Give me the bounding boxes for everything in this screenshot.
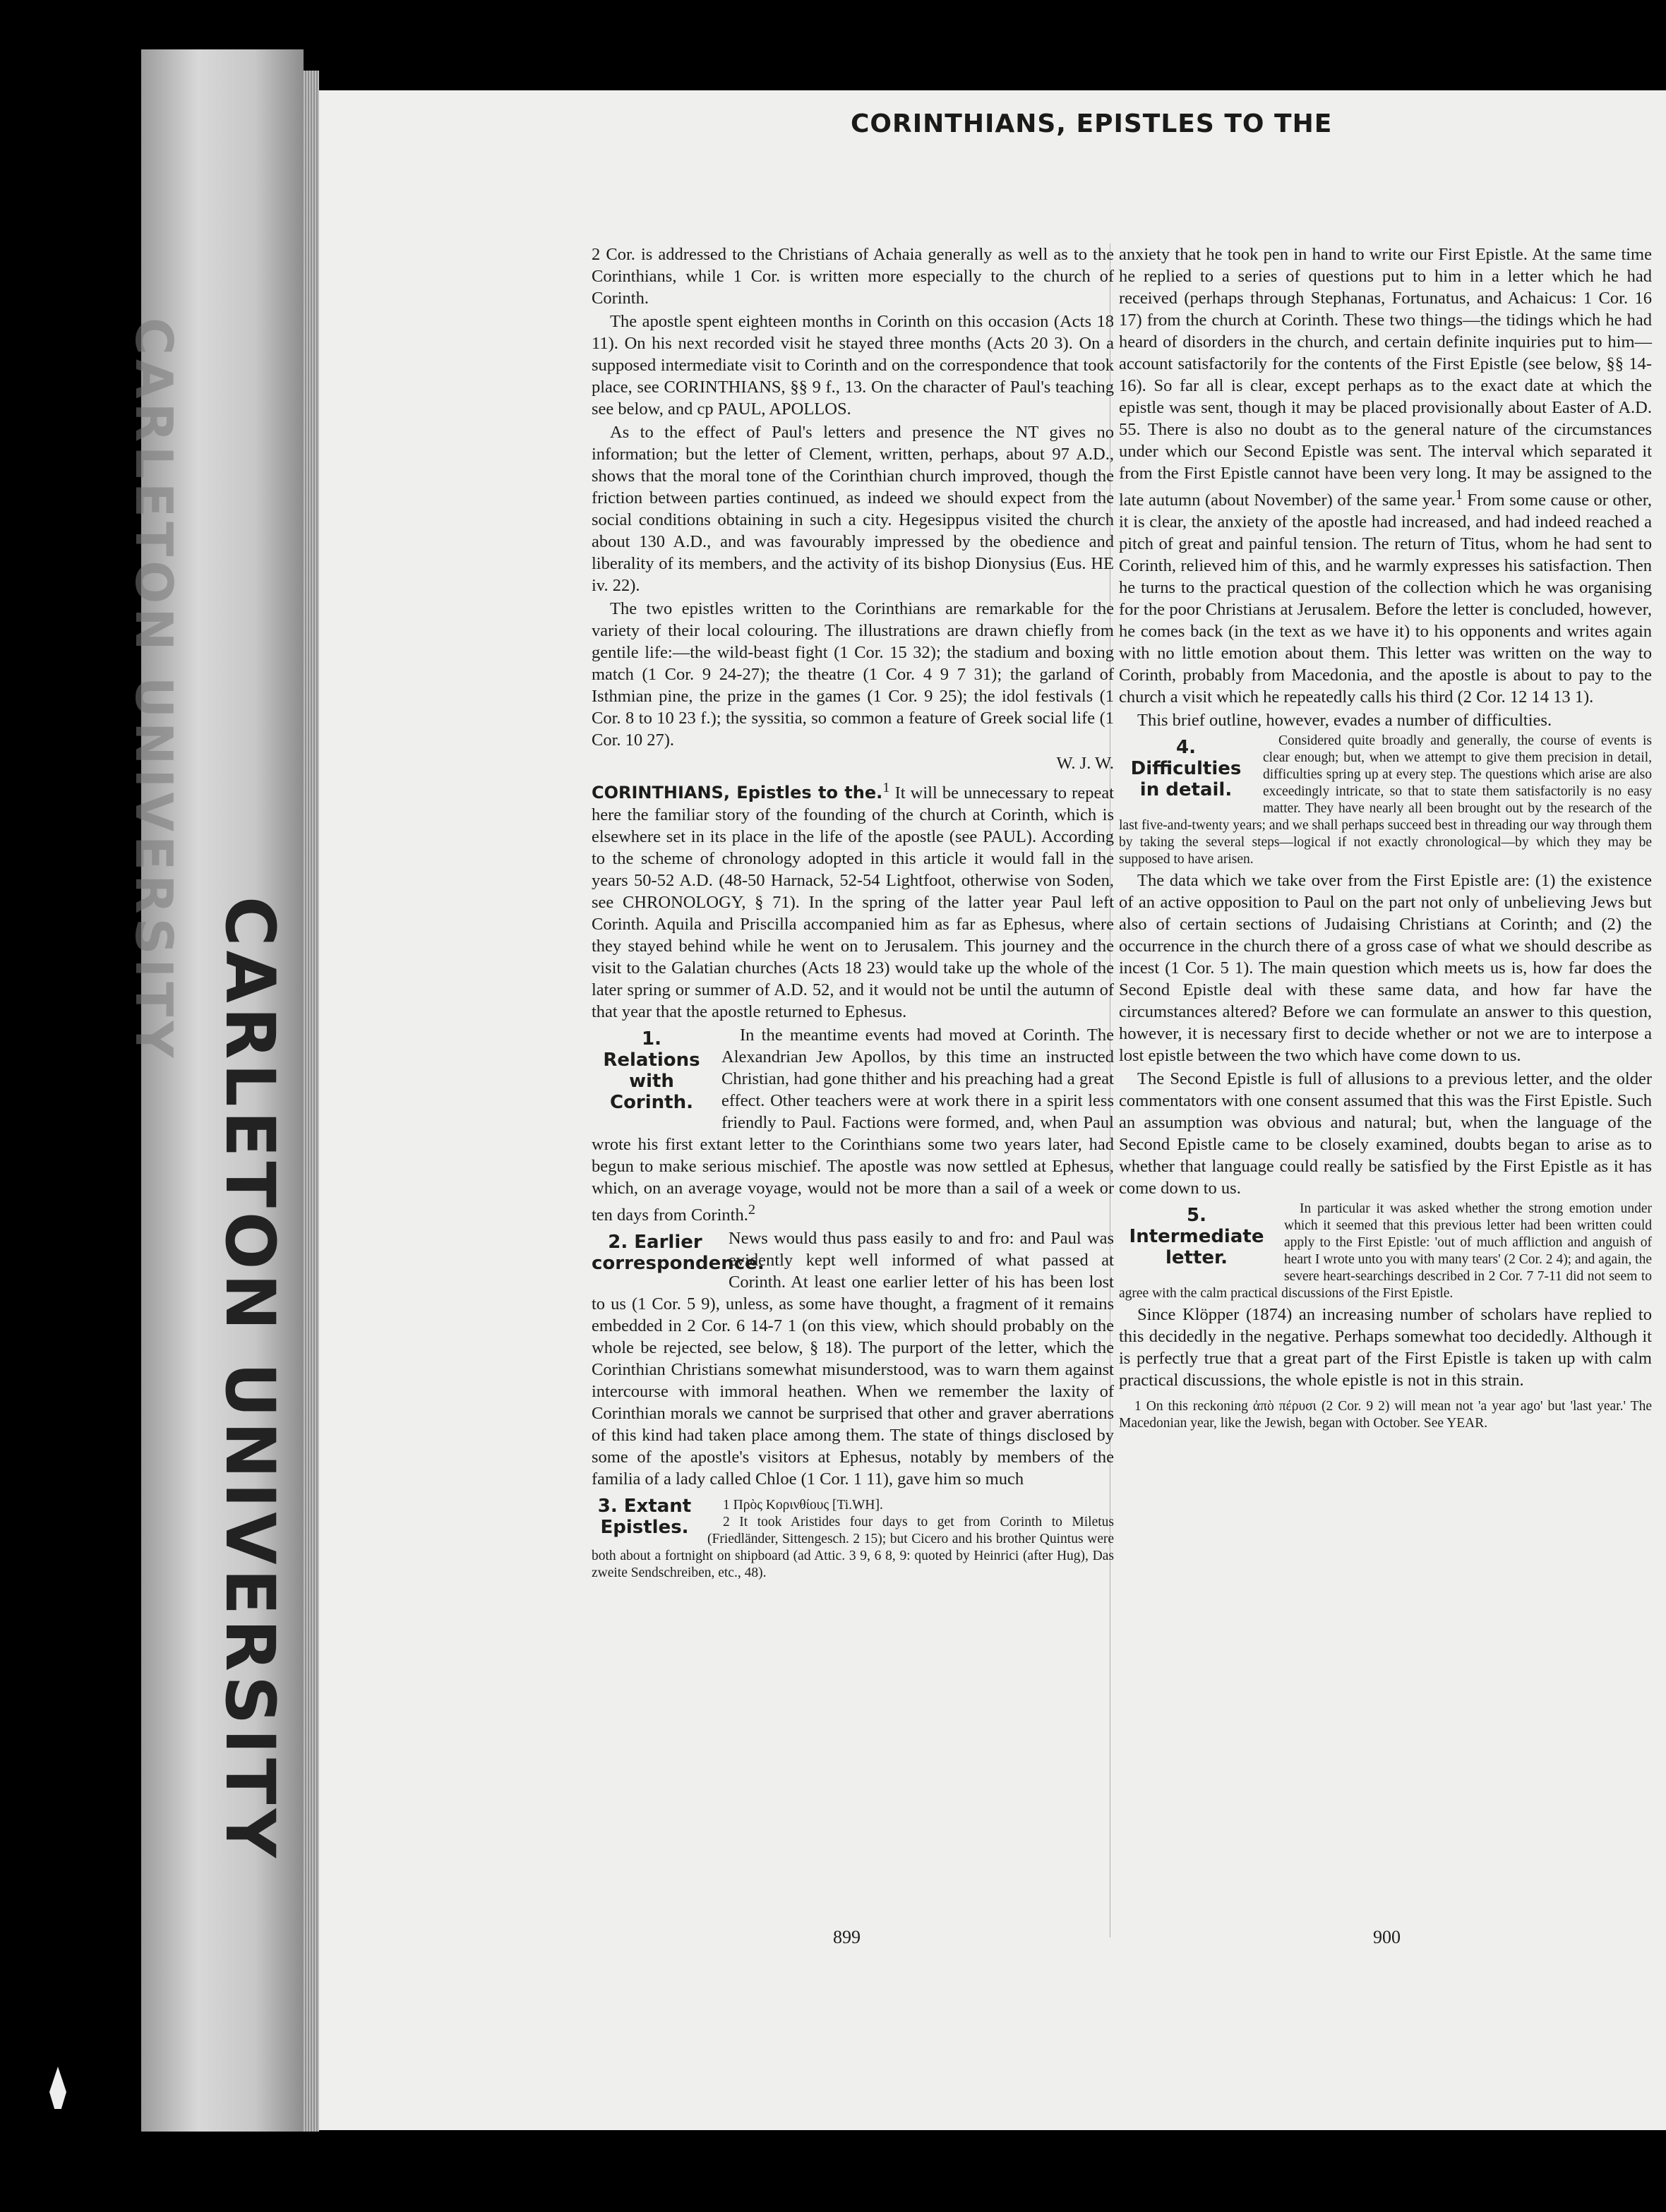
paragraph: The Second Epistle is full of allusions to a previous letter, and the older commentators with one consent assumed that this was the First Epistle. Such an assumption was obvious and natural; but, when the language of the Second Epistle came to be closely examined, doubts began to arise as to whether that language could really be satisfied by the First Epistle as it has come down to us. [1119, 1069, 1652, 1198]
page-number-left: 899 [833, 1927, 861, 1947]
spine-stamp-faint: CARLETON UNIVERSITY [124, 318, 184, 1062]
footnote: 2 It took Aristides four days to get from Corinth to Miletus (Friedländer, Sittengesch. 2 15); but Cicero and his brother Quintus were both about a fortnight on shipboard (ad Attic. 3 9, 6 8, 9: quoted by Heinrici (after Hug), Das zweite Sendschreiben, etc., 48). [592, 1515, 1114, 1581]
footnotes [1119, 1398, 1652, 1432]
book-spine [124, 49, 304, 2132]
footnote-ref: 1 [882, 780, 890, 795]
footnote: 1 Πρὸς Κορινθίους [Ti.WH]. [723, 1498, 883, 1513]
paragraph: In particular it was asked whether the strong emotion under which it seemed that this previous letter had been written could apply to the First Epistle: 'out of much affliction and anguish of heart I wrote unto you with many tears' (2 Cor. 2 4); and again, the severe heart-searchings described in 2 Cor. 7 7-11 did not seem to agree with the calm practical discussions of the First Epistle. [1119, 1201, 1652, 1302]
paragraph-text: In the meantime events had moved at Corinth. The Alexandrian Jew Apollos, by this time an instructed Christian, had gone thither and his preaching had a great effect. Other teachers were at work there in a spirit less friendly to Paul. Factions were formed, and, when Paul wrote his first extant letter to the Corinthians some two years later, had begun to make serious mischief. The apostle was now settled at Ephesus, which, on an average voyage, would not be more than a sail of a week or ten days from Corinth. [592, 1026, 1114, 1225]
page-edges [304, 71, 319, 2132]
scan-mark [49, 2067, 66, 2109]
article-intro-text: It will be unnecessary to repeat here the familiar story of the founding of the church at Corinth, which is elsewhere set in its place in the life of the apostle (see PAUL). According to the scheme of chronology adopted in this article it would fall in the years 50-52 A.D. (48-50 Harnack, 52-54 Lightfoot, otherwise von Soden, see CHRONOLOGY, § 71). In the spring of the latter year Paul left Corinth. Aquila and Priscilla accompanied him as far as Ephesus, where they stayed behind while he went on to Jerusalem. This journey and the visit to the Galatian churches (Acts 18 23) would take up the whole of the later spring or summer of A.D. 52, and it would not be until the autumn of that year that the apostle returned to Ephesus. [592, 783, 1114, 1022]
article-title: CORINTHIANS, Epistles to the. [592, 783, 883, 803]
paragraph: The data which we take over from the First Epistle are: (1) the existence of an active opposition to Paul on the part not only of unbelieving Jews but also of certain sections of Judaising Christians at Corinth; and (2) the occurrence in the church there of a gross case of what we should describe as incest (1 Cor. 5 1). The main question which meets us is, how far does the Second Epistle deal with these same data, and how far have the circumstances altered? Before we can formulate an answer to this question, however, it is necessary first to decide whether or not we are to interpose a lost epistle between the two which have come down to us. [1119, 871, 1652, 1066]
left-column [592, 244, 1114, 1582]
paragraph: The two epistles written to the Corinthians are remarkable for the variety of their local colouring. The illustrations are drawn chiefly from gentile life:—the wild-beast fight (1 Cor. 15 32); the stadium and boxing match (1 Cor. 9 24-27); the theatre (1 Cor. 4 9 7 31); the garland of Isthmian pine, the prize in the games (1 Cor. 9 25); the idol festivals (1 Cor. 8 to 10 23 f.); the syssitia, so common a feature of Greek social life (1 Cor. 10 27). [592, 599, 1114, 750]
author-signature: W. J. W. [1056, 754, 1114, 773]
footnote-ref: 2 [748, 1202, 756, 1218]
paragraph: This brief outline, however, evades a number of difficulties. [1137, 711, 1552, 731]
section-heading-1: 1. Relations with Corinth. [603, 1028, 700, 1114]
paragraph: Since Klöpper (1874) an increasing number of scholars have replied to this decidedly in the negative. Perhaps somewhat too decidedly. Although it is perfectly true that a great part of the First Epistle is taken up with calm practical discussions, the whole epistle is not in this strain. [1119, 1305, 1652, 1390]
running-title: CORINTHIANS, EPISTLES TO THE [851, 109, 1333, 138]
footnote-ref: 1 [1455, 487, 1463, 503]
paragraph-text: From some cause or other, it is clear, the anxiety of the apostle had increased, and had indeed reached a pitch of great and painful tension. The return of Titus, whom he had sent to Corinth, relieved him of this, and he warmly expresses his satisfaction. Then he turns to the practical question of the collection which he was organising for the poor Christians at Jerusalem. Before the letter is concluded, however, he comes back (in the text as we have it) to his opponents and writes again with no little emotion about them. This letter was written on the way to Corinth, probably from Macedonia, and the apostle is about to pay to the church a visit which he repeatedly calls his third (2 Cor. 12 14 13 1). [1119, 491, 1653, 707]
section-heading-3: 3. Extant Epistles. [597, 1496, 692, 1539]
page-number-right: 900 [1373, 1927, 1401, 1947]
section-heading-5: 5. Intermediate letter. [1129, 1205, 1264, 1269]
footnote: 1 On this reckoning ἀπὸ πέρυσι (2 Cor. 9 2) will mean not 'a year ago' but 'last year.' The Macedonian year, like the Jewish, began with October. See YEAR. [1119, 1399, 1652, 1431]
paragraph: The apostle spent eighteen months in Corinth on this occasion (Acts 18 11). On his next recorded visit he stayed three months (Acts 20 3). On a supposed intermediate visit to Corinth and on the correspondence that took place, see CORINTHIANS, §§ 9 f., 13. On the character of Paul's teaching see below, and cp PAUL, APOLLOS. [592, 312, 1114, 419]
paragraph: Considered quite broadly and generally, the course of events is clear enough; but, when we attempt to give them precision in detail, difficulties spring up at every step. The questions which arise are also exceedingly intricate, so that to state them satisfactorily is no easy matter. They have nearly all been brought out by the research of the last five-and-twenty years; and we shall perhaps succeed best in threading our way through them by taking the several steps—logical if not exactly chronological—by which they may be supposed to have arisen. [1119, 733, 1652, 867]
paragraph: 2 Cor. is addressed to the Christians of Achaia generally as well as to the Corinthians, while 1 Cor. is written more especially to the church of Corinth. [592, 245, 1114, 308]
article-intro [592, 777, 1114, 1023]
paragraph: As to the effect of Paul's letters and presence the NT gives no information; but the letter of Clement, written, perhaps, about 97 A.D., shows that the moral tone of the Corinthian church improved, though the friction between parties continued, as indeed we should expect from the social conditions obtaining in such a city. Hegesippus visited the church about 130 A.D., and was favourably impressed by the obedience and liberality of its members, and the activity of its bishop Dionysius (Eus. HE iv. 22). [592, 423, 1114, 595]
paragraph: News would thus pass easily to and fro: and Paul was evidently kept well informed of what passed at Corinth. At least one earlier letter of his has been lost to us (1 Cor. 5 9), unless, as some have thought, a fragment of it remains embedded in 2 Cor. 6 14-7 1 (on this view, which should probably on the whole be rejected, see below, § 18). The purport of the letter, which the Corinthian Christians somewhat misunderstood, was to warn them against intercourse with immoral heathen. When we remember the laxity of Corinthian morals we cannot be surprised that other and graver aberrations of this kind had taken place among them. The state of things disclosed by some of the apostle's visitors at Ephesus, notably by members of the familia of a lady called Chloe (1 Cor. 1 11), gave him so much [592, 1229, 1114, 1489]
paragraph-text: anxiety that he took pen in hand to write our First Epistle. At the same time he replied to a series of questions put to him in a letter which he had received (perhaps through Stephanas, Fortunatus, and Achaicus: 1 Cor. 16 17) from the church at Corinth. These two things—the tidings which he had heard of disorders in the church, and certain definite inquiries put to him—account satisfactorily for the contents of the First Epistle (see below, §§ 14-16). So far all is clear, except perhaps as to the exact date at which the epistle was sent, though it may be placed provisionally about Easter of A.D. 55. There is also no doubt as to the general nature of the circumstances under which our Second Epistle was sent. The interval which separated it from the First Epistle cannot have been very long. It may be assigned to the late autumn (about November) of the same year. [1119, 245, 1652, 510]
spine-stamp-dark: CARLETON UNIVERSITY [210, 896, 289, 1862]
right-column [1119, 244, 1652, 1432]
paragraph [1119, 244, 1652, 708]
section-heading-2: 2. Earlier correspondence. [592, 1232, 765, 1275]
section-heading-4: 4. Difficulties in detail. [1130, 737, 1242, 801]
